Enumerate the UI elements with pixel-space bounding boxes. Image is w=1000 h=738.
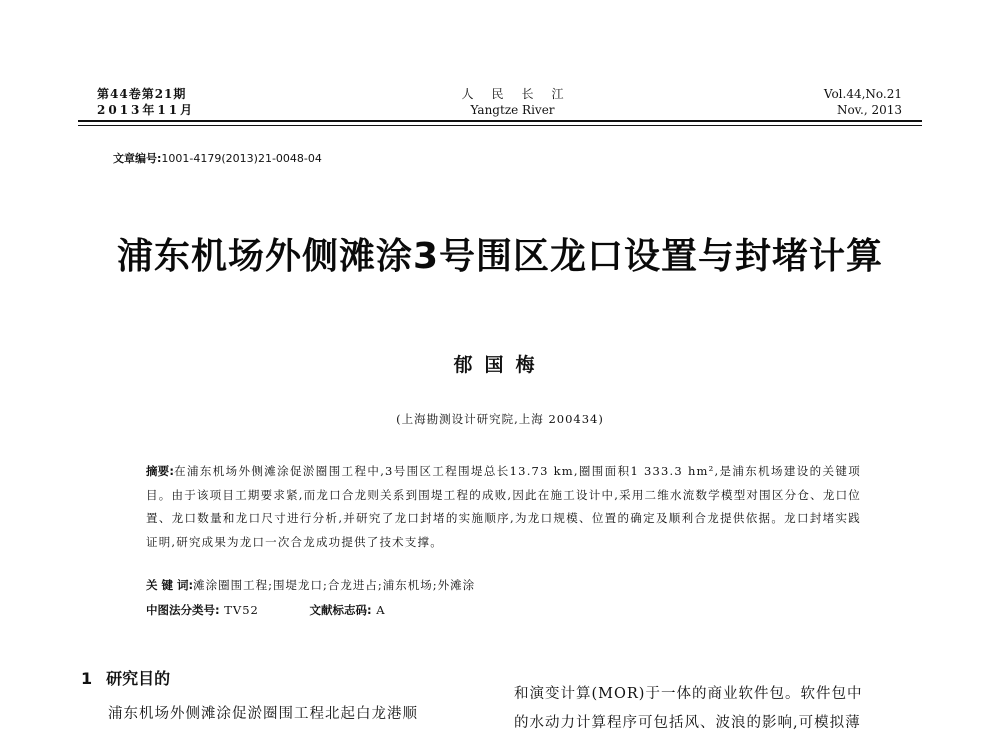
clc-label: 中图法分类号: <box>146 603 220 617</box>
volume-issue-cn: 第44卷第21期 <box>97 87 187 101</box>
keywords <box>146 577 475 593</box>
section-heading <box>81 666 170 689</box>
keywords-text: 滩涂圈围工程;围堤龙口;合龙进占;浦东机场;外滩涂 <box>193 578 476 592</box>
journal-volume-issue-en <box>790 86 902 118</box>
header-rule-thin <box>78 125 922 126</box>
doc-code-value: A <box>376 603 386 617</box>
section-title: 研究目的 <box>106 669 171 688</box>
date-en: Nov., 2013 <box>836 103 902 117</box>
volume-issue-en: Vol.44,No.21 <box>823 87 902 101</box>
section-number: 1 <box>81 669 93 688</box>
body-left-column-line: 浦东机场外侧滩涂促淤圈围工程北起白龙港顺 <box>108 706 418 722</box>
author-name: 郁国梅 <box>453 354 547 376</box>
article-number-label: 文章编号: <box>113 152 162 165</box>
journal-name <box>440 86 585 118</box>
keywords-label: 关 键 词: <box>146 578 194 592</box>
classification <box>146 602 386 618</box>
abstract <box>146 460 861 554</box>
clc-value: TV52 <box>224 603 259 617</box>
journal-name-cn: 人民长江 <box>461 87 582 101</box>
journal-volume-issue <box>97 86 195 118</box>
author-affiliation: (上海勘测设计研究院,上海 200434) <box>396 412 604 426</box>
header-rule-thick <box>78 120 922 122</box>
abstract-label: 摘要: <box>146 464 174 478</box>
body-right-column-line: 的水动力计算程序可包括风、波浪的影响,可模拟薄 <box>514 715 861 731</box>
date-cn: 2013年11月 <box>97 103 196 117</box>
abstract-text: 在浦东机场外侧滩涂促淤圈围工程中,3号围区工程围堤总长13.73 km,圈围面积1 333.3 hm²,是浦东机场建设的关键项目。由于该项目工期要求紧,而龙口合龙则关系到围堤工程的成败,因此在施工设计中,采用二维水流数学模型对围区分仓、龙口位置、龙口数量和龙口尺寸进行分析,并研究了龙口封堵的实施顺序,为龙口规模、位置的确定及顺利合龙提供依据。龙口封堵实践证明,研究成果为龙口一次合龙成功提供了技术支撑。 <box>146 464 861 549</box>
body-right-column-line: 和演变计算(MOR)于一体的商业软件包。软件包中 <box>514 686 863 702</box>
paper-title: 浦东机场外侧滩涂3号围区龙口设置与封堵计算 <box>116 236 884 277</box>
article-number-value: 1001-4179(2013)21-0048-04 <box>161 152 322 165</box>
doc-code-label: 文献标志码: <box>309 603 372 617</box>
article-number <box>113 150 322 166</box>
journal-name-en: Yangtze River <box>470 103 555 117</box>
